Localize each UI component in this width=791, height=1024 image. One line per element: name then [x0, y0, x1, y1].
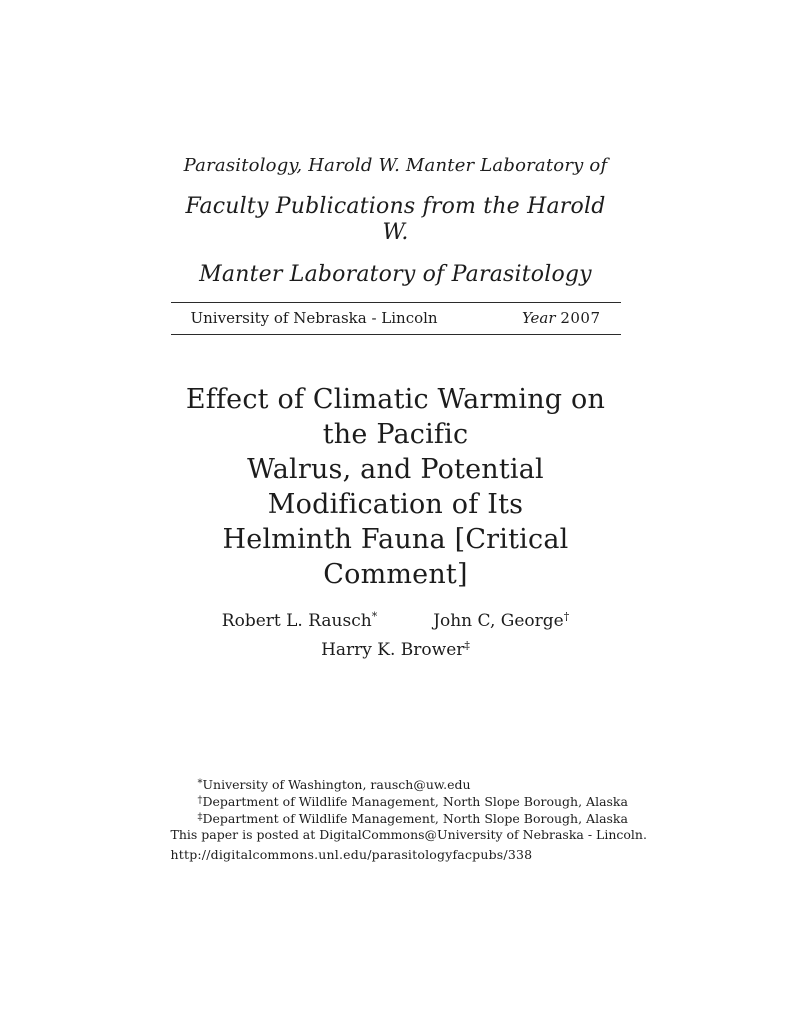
series-title-line-3: Manter Laboratory of Parasitology	[199, 262, 592, 288]
year-label: Year	[521, 308, 556, 327]
author-1-mark: *	[371, 609, 378, 623]
author-2-mark: †	[563, 609, 570, 623]
cover-footer	[0, 776, 791, 863]
year-value: 2007	[560, 308, 601, 327]
footnote-1	[171, 776, 621, 793]
author-2	[433, 611, 569, 631]
author-row-2	[171, 640, 621, 660]
author-list	[171, 611, 621, 660]
footnote-3-mark: ‡	[197, 812, 203, 823]
author-1	[222, 611, 377, 631]
author-3	[321, 640, 470, 660]
footnote-2-mark: †	[197, 795, 203, 806]
author-3-name: Harry K. Brower	[321, 639, 465, 660]
paper-title-line-2: Walrus, and Potential Modification of Its	[247, 453, 544, 520]
author-1-name: Robert L. Rausch	[221, 610, 372, 631]
author-3-mark: ‡	[464, 638, 470, 652]
repository-url: http://digitalcommons.unl.edu/parasitologyfacpubs/338	[170, 847, 533, 862]
paper-title-line-3: Helminth Fauna [Critical Comment]	[222, 523, 569, 590]
series-title-line-1: Parasitology, Harold W. Manter Laboratory of	[183, 155, 608, 176]
footnote-2	[171, 793, 628, 810]
author-2-name: John C, George	[433, 610, 564, 631]
paper-title	[171, 382, 621, 592]
content-column	[171, 0, 621, 660]
posted-at-line: This paper is posted at DigitalCommons@University of Nebraska - Lincoln.	[170, 827, 647, 842]
footnote-3-text: Department of Wildlife Management, North Slope Borough, Alaska	[202, 811, 628, 826]
publication-year	[522, 309, 601, 327]
author-row-1	[171, 611, 621, 631]
series-header	[171, 0, 621, 289]
footnote-1-text: University of Washington, rausch@uw.edu	[202, 777, 471, 792]
series-title-line-2: Faculty Publications from the Harold W.	[185, 193, 606, 245]
institution-name: University of Nebraska - Lincoln	[190, 308, 438, 327]
footnote-2-text: Department of Wildlife Management, North Slope Borough, Alaska	[202, 794, 628, 809]
paper-title-line-1: Effect of Climatic Warming on the Pacific	[185, 383, 606, 450]
footer-column	[170, 776, 647, 863]
institution-year-band	[171, 302, 621, 335]
footnote-1-mark: *	[197, 778, 203, 789]
footnote-3	[171, 810, 628, 827]
